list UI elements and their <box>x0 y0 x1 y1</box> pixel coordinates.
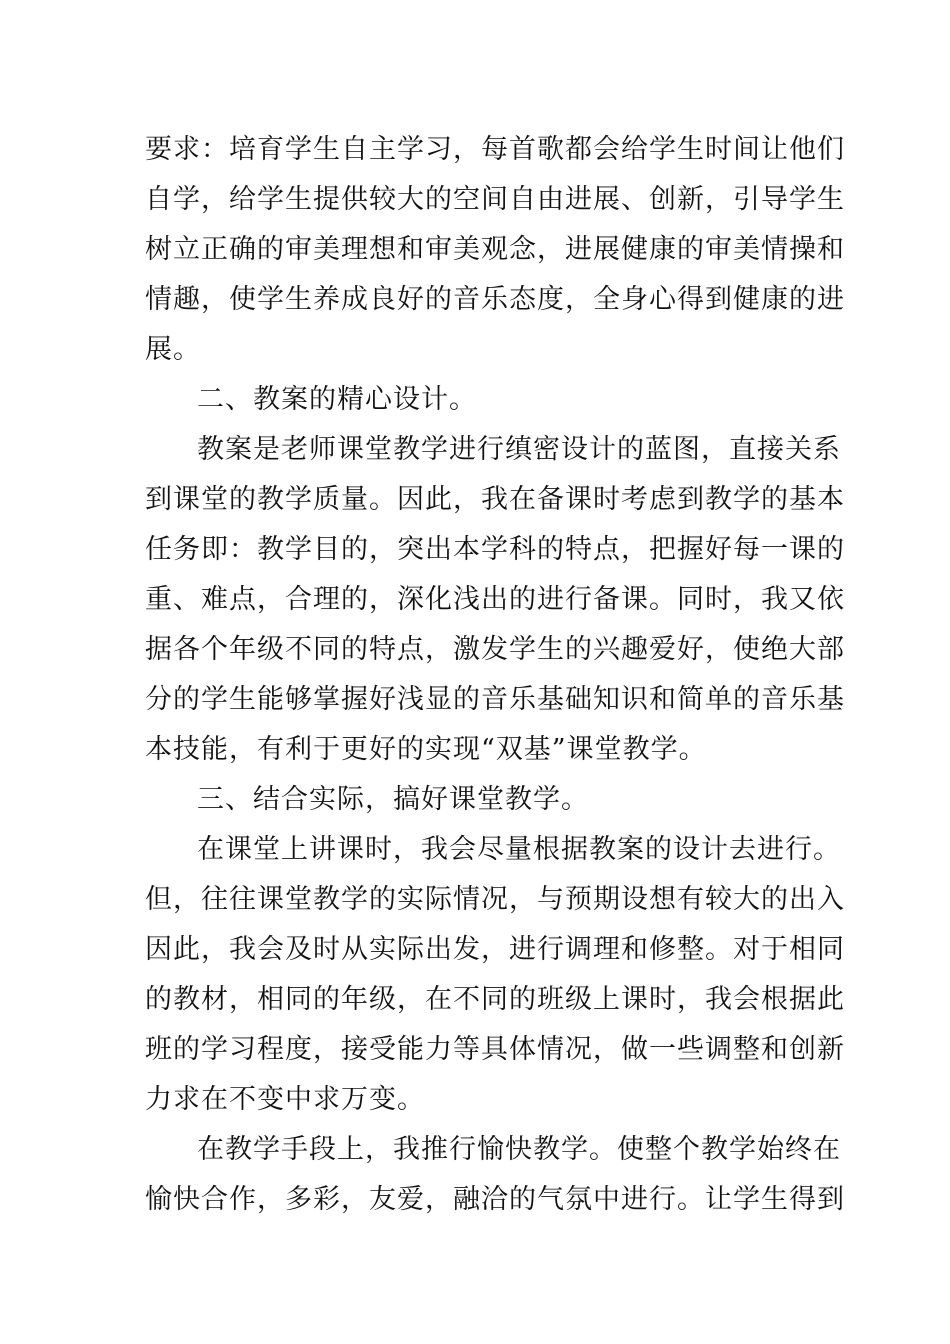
paragraph-line: 到课堂的教学质量。因此，我在备课时考虑到教学的基本 <box>145 484 845 515</box>
paragraph-line: 因此，我会及时从实际出发，进行调理和修整。对于相同 <box>145 934 845 965</box>
paragraph-line: 本技能，有利于更好的实现“双基”课堂教学。 <box>145 734 707 765</box>
paragraph-line: 分的学生能够掌握好浅显的音乐基础知识和简单的音乐基 <box>145 684 845 715</box>
paragraph-line: 班的学习程度，接受能力等具体情况，做一些调整和创新 <box>145 1034 845 1065</box>
paragraph-line: 自学，给学生提供较大的空间自由进展、创新，引导学生 <box>145 184 845 215</box>
paragraph-line: 的教材，相同的年级，在不同的班级上课时，我会根据此 <box>145 984 845 1015</box>
paragraph-line: 在课堂上讲课时，我会尽量根据教案的设计去进行。 <box>197 834 841 865</box>
section-heading: 二、教案的精心设计。 <box>197 384 477 415</box>
paragraph-line: 要求：培育学生自主学习，每首歌都会给学生时间让他们 <box>145 134 845 165</box>
paragraph-line: 但，往往课堂教学的实际情况，与预期设想有较大的出入 <box>145 884 845 915</box>
paragraph-line: 树立正确的审美理想和审美观念，进展健康的审美情操和 <box>145 234 845 265</box>
paragraph-line: 教案是老师课堂教学进行缜密设计的蓝图，直接关系 <box>197 434 841 465</box>
paragraph-line: 情趣，使学生养成良好的音乐态度，全身心得到健康的进 <box>145 284 845 315</box>
paragraph-line: 任务即：教学目的，突出本学科的特点，把握好每一课的 <box>145 534 845 565</box>
paragraph-line: 据各个年级不同的特点，激发学生的兴趣爱好，使绝大部 <box>145 634 845 665</box>
paragraph-line: 重、难点，合理的，深化浅出的进行备课。同时，我又依 <box>145 584 845 615</box>
section-heading: 三、结合实际，搞好课堂教学。 <box>197 784 589 815</box>
paragraph-line: 在教学手段上，我推行愉快教学。使整个教学始终在 <box>197 1134 841 1165</box>
paragraph-line: 愉快合作，多彩，友爱，融洽的气氛中进行。让学生得到 <box>145 1184 845 1215</box>
paragraph-line: 展。 <box>145 334 201 365</box>
paragraph-line: 力求在不变中求万变。 <box>145 1084 425 1115</box>
